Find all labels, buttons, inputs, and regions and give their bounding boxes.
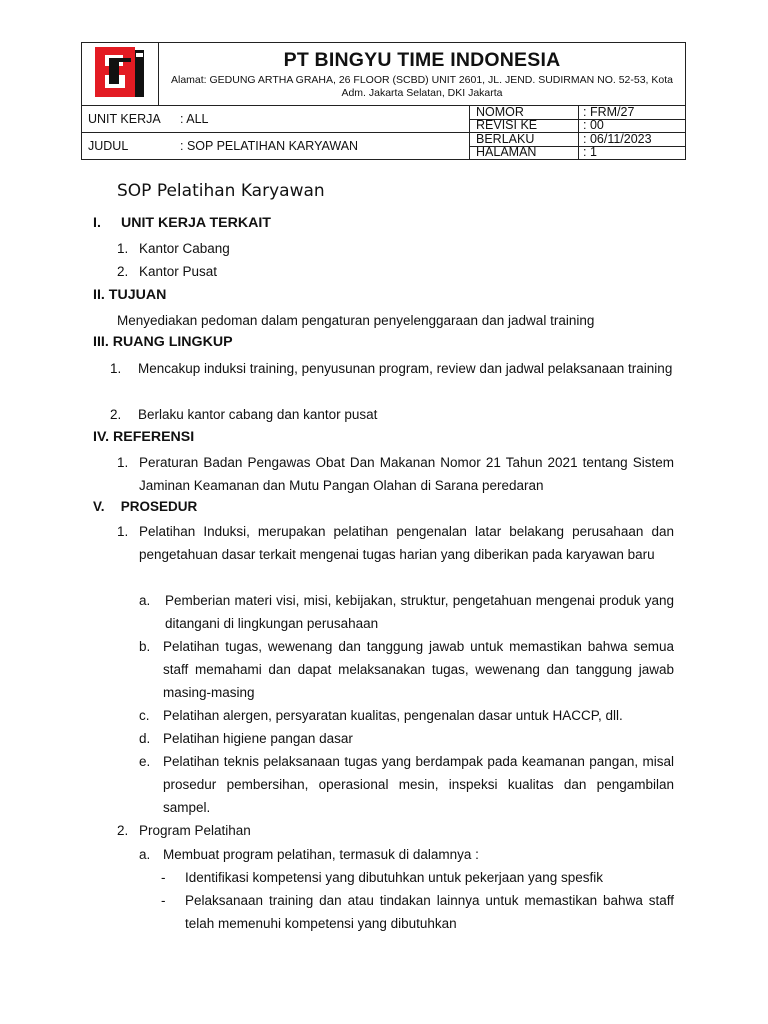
list-marker: 2.: [117, 264, 129, 279]
list-item: [117, 520, 674, 566]
list-item-text: Kantor Pusat: [139, 264, 218, 279]
list-item-text: Program Pelatihan: [139, 823, 251, 838]
list-marker: 2.: [110, 407, 122, 422]
list-item-text: Identifikasi kompetensi yang dibutuhkan untuk pekerjaan yang spesfik: [185, 870, 604, 885]
section-title: TUJUAN: [108, 287, 167, 303]
list-marker: 1.: [110, 361, 122, 376]
list-item: [117, 451, 674, 497]
company-logo-cell: [82, 43, 159, 106]
company-info: [159, 43, 686, 106]
list-marker: -: [161, 893, 166, 908]
section-heading: [93, 287, 166, 303]
list-item: [117, 819, 674, 842]
berlaku-label: BERLAKU: [470, 133, 579, 147]
company-address: Alamat: GEDUNG ARTHA GRAHA, 26 FLOOR (SCBD) UNIT 2601, JL. JEND. SUDIRMAN NO. 52-53, Kota Adm. Jakarta Selatan, DKI Jakarta: [170, 73, 673, 99]
list-item-text: Pelatihan tugas, wewenang dan tanggung jawab untuk memastikan bahwa semua staff memahami dan dapat melaksanakan tugas, wewenang dan tanggung jawab masing-masing: [163, 639, 674, 700]
sub-list-item: [139, 750, 674, 819]
unit-kerja-value: : ALL: [180, 112, 209, 126]
list-item: [110, 403, 674, 426]
section-title: PROSEDUR: [120, 499, 198, 514]
sub-list-item: [139, 704, 674, 727]
list-item-text: Pelatihan Induksi, merupakan pelatihan pengenalan latar belakang perusahaan dan pengetahuan dasar terkait mengenai tugas harian yang diberikan pada karyawan baru: [139, 524, 674, 562]
sub-list-item: [139, 727, 674, 750]
list-item-text: Mencakup induksi training, penyusunan program, review dan jadwal pelaksanaan training: [138, 361, 673, 376]
judul-cell: [82, 133, 470, 160]
section-heading: [93, 334, 233, 350]
section-heading: [93, 215, 271, 231]
list-item-text: Membuat program pelatihan, termasuk di dalamnya :: [163, 847, 479, 862]
unit-kerja-cell: [82, 106, 470, 133]
dash-list-item: [161, 866, 674, 889]
list-marker: 1.: [117, 455, 129, 470]
list-item: [110, 357, 674, 380]
list-item-text: Pemberian materi visi, misi, kebijakan, struktur, pengetahuan mengenai produk yang ditangani di lingkungan perusahaan: [165, 593, 674, 631]
list-marker: b.: [139, 639, 151, 654]
sub-list-item: [139, 843, 674, 866]
halaman-label: HALAMAN: [470, 146, 579, 160]
company-logo: [89, 44, 151, 100]
section-number: IV.: [93, 429, 110, 445]
list-item-text: Pelaksanaan training dan atau tindakan lainnya untuk memastikan bahwa staff telah memenuhi kompetensi yang dibutuhkan: [185, 893, 674, 931]
list-marker: e.: [139, 754, 151, 769]
section-title: RUANG LINGKUP: [112, 334, 233, 350]
list-marker: 2.: [117, 823, 129, 838]
list-marker: -: [161, 870, 166, 885]
list-item-text: Pelatihan teknis pelaksanaan tugas yang berdampak pada keamanan pangan, misal prosedur pembersihan, operasional mesin, inspeksi kualitas dan pengambilan sampel.: [163, 754, 674, 815]
list-marker: d.: [139, 731, 151, 746]
list-item-text: Pelatihan higiene pangan dasar: [163, 731, 353, 746]
list-marker: 1.: [117, 241, 129, 256]
list-marker: a.: [139, 593, 151, 608]
section-number: III.: [93, 334, 109, 350]
letterhead: [81, 42, 686, 106]
document-meta-table: [81, 105, 686, 160]
halaman-value: : 1: [579, 146, 686, 160]
list-marker: c.: [139, 708, 150, 723]
section-number: II.: [93, 287, 105, 303]
list-item: [117, 260, 677, 283]
sub-list-item: [139, 635, 674, 704]
list-marker: 1.: [117, 524, 129, 539]
judul-label: JUDUL: [88, 139, 129, 153]
section-number: V.: [93, 499, 105, 514]
section-heading: [93, 499, 197, 514]
section-text: Menyediakan pedoman dalam pengaturan penyelenggaraan dan jadwal training: [117, 313, 595, 328]
list-item-text: Berlaku kantor cabang dan kantor pusat: [138, 407, 378, 422]
revisi-label: REVISI KE: [470, 119, 579, 133]
list-item-text: Peraturan Badan Pengawas Obat Dan Makanan Nomor 21 Tahun 2021 tentang Sistem Jaminan Keamanan dan Mutu Pangan Olahan di Sarana peredaran: [139, 455, 674, 493]
nomor-label: NOMOR: [470, 106, 579, 120]
dash-list-item: [161, 889, 674, 935]
list-item-text: Pelatihan alergen, persyaratan kualitas, pengenalan dasar untuk HACCP, dll.: [163, 708, 623, 723]
list-item: [117, 237, 677, 260]
list-marker: a.: [139, 847, 151, 862]
unit-kerja-label: UNIT KERJA: [88, 112, 161, 126]
list-item-text: Kantor Cabang: [139, 241, 230, 256]
berlaku-value: : 06/11/2023: [579, 133, 686, 147]
document-title: SOP Pelatihan Karyawan: [117, 181, 325, 201]
section-title: UNIT KERJA TERKAIT: [120, 215, 271, 231]
nomor-value: : FRM/27: [579, 106, 686, 120]
revisi-value: : 00: [579, 119, 686, 133]
sub-list-item: [139, 589, 674, 635]
section-title: REFERENSI: [113, 429, 195, 445]
section-heading: [93, 429, 194, 445]
section-number: I.: [93, 215, 101, 231]
company-name: PT BINGYU TIME INDONESIA: [283, 48, 561, 71]
judul-value: : SOP PELATIHAN KARYAWAN: [180, 139, 359, 153]
